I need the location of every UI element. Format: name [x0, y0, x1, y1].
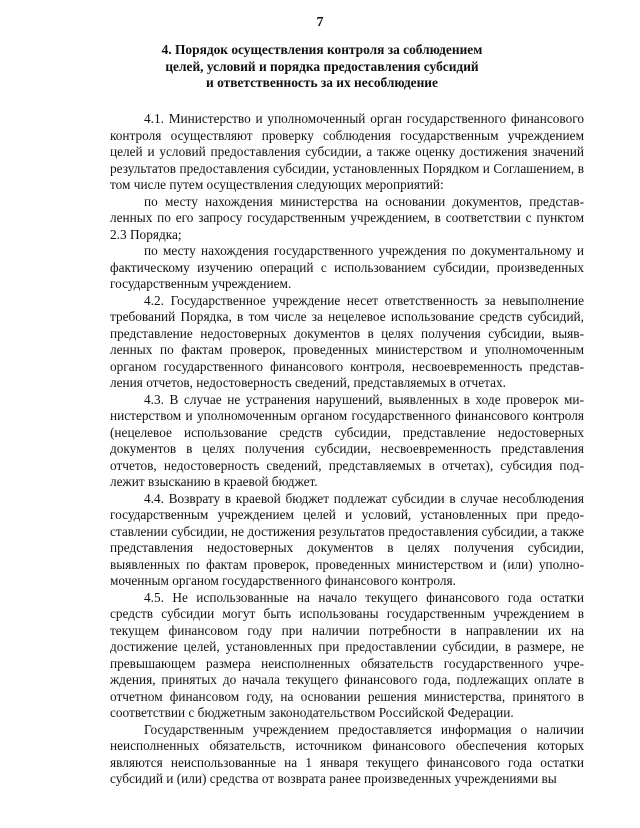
section-title: [150, 42, 494, 92]
page-number: 7: [316, 15, 324, 30]
section-title-line: и ответственность за их несоблюдение: [206, 75, 438, 90]
paragraph-4-4: 4.4. Возврату в краевой бюджет подлежат субсидии в случае несоблюдения государственным учреждением целей и условий, установленных при предоставлении субсидии, не достижения результатов предоставления субсидии, а также представления недостоверных документов в целях получения субсидии, выявленных по фактам проверок, проведенных министерством и (или) уполномоченным органом государственного финансового контроля.: [110, 490, 584, 588]
paragraph-4-3: 4.3. В случае не устранения нарушений, выявленных в ходе проверок министерством и уполномоченным органом государственного финансового контроля (нецелевое использование средств субсидии, представление недостоверных документов в целях получения субсидии, несвоевременность представления отчетов, недостоверность сведений, представляемых в отчетах), субсидия подлежит взысканию в краевой бюджет.: [110, 391, 584, 489]
body-text: [110, 111, 584, 788]
paragraph-4-2: 4.2. Государственное учреждение несет ответственность за невыполнение требований Порядка, в том числе за нецелевое использование средств субсидий, представление недостоверных документов в целях получения субсидии, выявленных по фактам проверок, проведенных министерством и уполномоченным органом государственного финансового контроля, несвоевременность представления отчетов, недостоверность сведений, представляемых в отчетах.: [110, 292, 584, 390]
paragraph-institution-location: по месту нахождения государственного учреждения по документальному и фактическому изучению операций с использованием субсидии, произведенных государственным учреждением.: [110, 243, 584, 291]
paragraph-unfulfilled-obligations: Государственным учреждением предоставляется информация о наличии неисполненных обязательств, источником финансового обеспечения которых являются неиспользованные на 1 января текущего финансового года остатки субсидий и (или) средства от возврата ранее произведенных учреждениями вы: [110, 721, 584, 786]
paragraph-4-1: 4.1. Министерство и уполномоченный орган государственного финансового контроля осуществляют проверку соблюдения государственным учреждением целей и условий предоставления субсидии, а также оценку достижения значений результатов предоставления субсидии, установленных Порядком и Соглашением, в том числе путем осуществления следующих мероприятий:: [110, 111, 584, 192]
section-title-line: целей, условий и порядка предоставления субсидий: [165, 58, 479, 74]
paragraph-4-5: 4.5. Не использованные на начало текущего финансового года остатки средств субсидии могут быть использованы государственным учреждением в текущем финансовом году при наличии потребности в направлении их на достижение целей, установленных при предоставлении субсидии, в размере, не превышающем размера неисполненных обязательств государственного учреждения, принятых до начала текущего финансового года, подлежащих оплате в отчетном финансовом году, на основании решения министерства, принятого в соответствии с бюджетным законодательством Российской Федерации.: [110, 589, 584, 720]
section-title-line: 4. Порядок осуществления контроля за соблюдением: [161, 42, 483, 57]
paragraph-ministry-location: по месту нахождения министерства на основании документов, представленных по его запросу государственным учреждением, в соответствии с пунктом 2.3 Порядка;: [110, 193, 584, 242]
